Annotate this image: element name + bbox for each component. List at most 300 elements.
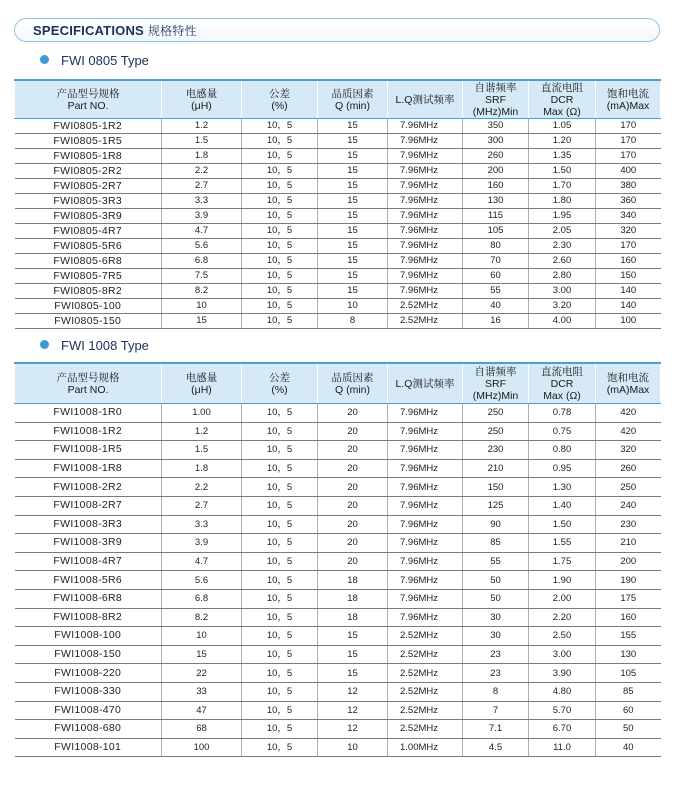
cell-tolerance: 10，5 (242, 496, 318, 515)
column-header-line: 自谐频率 (474, 81, 517, 94)
column-header-line: 品质因素 (331, 371, 374, 384)
cell-srf: 350 (463, 119, 529, 134)
cell-dcr: 5.70 (529, 701, 596, 720)
cell-saturation-current: 105 (596, 664, 661, 683)
cell-inductance: 3.9 (162, 209, 242, 224)
cell-inductance: 1.5 (162, 134, 242, 149)
cell-q-min: 15 (318, 664, 388, 683)
cell-saturation-current: 200 (596, 552, 661, 571)
table-row (15, 701, 661, 720)
column-header-line: 产品型号规格 (56, 87, 120, 100)
cell-saturation-current: 160 (596, 608, 661, 627)
cell-lq-test-freq: 2.52MHz (388, 627, 463, 646)
cell-srf: 250 (463, 404, 529, 423)
cell-part-no: FWI0805-7R5 (15, 269, 162, 284)
cell-part-no: FWI1008-680 (15, 720, 162, 739)
cell-lq-test-freq: 7.96MHz (388, 534, 463, 553)
cell-lq-test-freq: 7.96MHz (388, 478, 463, 497)
cell-srf: 7 (463, 701, 529, 720)
cell-saturation-current: 420 (596, 404, 661, 423)
cell-srf: 150 (463, 478, 529, 497)
cell-part-no: FWI1008-1R2 (15, 422, 162, 441)
table-row (15, 194, 661, 209)
cell-tolerance: 10，5 (242, 627, 318, 646)
cell-lq-test-freq: 2.52MHz (388, 314, 463, 329)
cell-tolerance: 10，5 (242, 254, 318, 269)
column-header-dcr (529, 363, 596, 404)
cell-lq-test-freq: 7.96MHz (388, 254, 463, 269)
cell-part-no: FWI1008-5R6 (15, 571, 162, 590)
cell-q-min: 12 (318, 701, 388, 720)
table-row (15, 119, 661, 134)
cell-inductance: 8.2 (162, 284, 242, 299)
cell-part-no: FWI0805-6R8 (15, 254, 162, 269)
cell-saturation-current: 210 (596, 534, 661, 553)
column-header-line: 饱和电流 (607, 371, 649, 384)
cell-srf: 230 (463, 441, 529, 460)
cell-lq-test-freq: 7.96MHz (388, 224, 463, 239)
column-header-line: Q (min) (335, 383, 370, 396)
cell-srf: 105 (463, 224, 529, 239)
cell-dcr: 1.40 (529, 496, 596, 515)
cell-q-min: 15 (318, 284, 388, 299)
cell-saturation-current: 320 (596, 441, 661, 460)
cell-saturation-current: 320 (596, 224, 661, 239)
cell-q-min: 20 (318, 441, 388, 460)
cell-lq-test-freq: 7.96MHz (388, 608, 463, 627)
column-header-dcr (529, 80, 596, 119)
cell-srf: 30 (463, 627, 529, 646)
column-header-tolerance (242, 363, 318, 404)
cell-tolerance: 10，5 (242, 239, 318, 254)
cell-lq-test-freq: 2.52MHz (388, 664, 463, 683)
cell-q-min: 20 (318, 552, 388, 571)
table-row (15, 720, 661, 739)
cell-srf: 23 (463, 664, 529, 683)
cell-part-no: FWI0805-150 (15, 314, 162, 329)
table-row (15, 571, 661, 590)
cell-q-min: 18 (318, 571, 388, 590)
cell-lq-test-freq: 7.96MHz (388, 459, 463, 478)
cell-srf: 85 (463, 534, 529, 553)
cell-tolerance: 10，5 (242, 134, 318, 149)
cell-part-no: FWI0805-2R7 (15, 179, 162, 194)
cell-q-min: 15 (318, 627, 388, 646)
cell-dcr: 4.00 (529, 314, 596, 329)
cell-saturation-current: 170 (596, 119, 661, 134)
cell-q-min: 12 (318, 682, 388, 701)
table-row (15, 209, 661, 224)
cell-tolerance: 10，5 (242, 299, 318, 314)
cell-inductance: 6.8 (162, 589, 242, 608)
cell-lq-test-freq: 7.96MHz (388, 119, 463, 134)
cell-q-min: 8 (318, 314, 388, 329)
column-header-line: DCR (550, 377, 574, 390)
cell-lq-test-freq: 7.96MHz (388, 179, 463, 194)
cell-lq-test-freq: 2.52MHz (388, 701, 463, 720)
column-header-q-min (318, 80, 388, 119)
cell-srf: 70 (463, 254, 529, 269)
cell-lq-test-freq: 7.96MHz (388, 441, 463, 460)
column-header-line: (mA)Max (606, 383, 650, 396)
cell-part-no: FWI0805-8R2 (15, 284, 162, 299)
bullet-icon (40, 340, 49, 349)
cell-part-no: FWI1008-150 (15, 645, 162, 664)
column-header-line: (%) (271, 99, 288, 112)
table-row (15, 314, 661, 329)
cell-saturation-current: 360 (596, 194, 661, 209)
cell-inductance: 5.6 (162, 239, 242, 254)
cell-tolerance: 10，5 (242, 224, 318, 239)
cell-lq-test-freq: 7.96MHz (388, 269, 463, 284)
table-row (15, 534, 661, 553)
page-title-cn: 规格特性 (147, 24, 197, 38)
cell-q-min: 15 (318, 209, 388, 224)
cell-part-no: FWI1008-1R5 (15, 441, 162, 460)
cell-dcr: 2.30 (529, 239, 596, 254)
column-header-line: 品质因素 (331, 87, 374, 100)
bullet-icon (40, 55, 49, 64)
cell-srf: 30 (463, 608, 529, 627)
cell-tolerance: 10，5 (242, 571, 318, 590)
table-row (15, 441, 661, 460)
cell-q-min: 20 (318, 515, 388, 534)
cell-lq-test-freq: 7.96MHz (388, 552, 463, 571)
cell-q-min: 15 (318, 134, 388, 149)
cell-dcr: 1.95 (529, 209, 596, 224)
cell-part-no: FWI1008-8R2 (15, 608, 162, 627)
cell-dcr: 2.05 (529, 224, 596, 239)
cell-inductance: 5.6 (162, 571, 242, 590)
cell-tolerance: 10，5 (242, 645, 318, 664)
column-header-lq-test-freq (388, 363, 463, 404)
cell-q-min: 18 (318, 589, 388, 608)
table-header-row (15, 80, 661, 119)
table-row (15, 608, 661, 627)
cell-inductance: 3.9 (162, 534, 242, 553)
table-row (15, 459, 661, 478)
cell-saturation-current: 85 (596, 682, 661, 701)
cell-part-no: FWI1008-220 (15, 664, 162, 683)
cell-saturation-current: 230 (596, 515, 661, 534)
cell-inductance: 33 (162, 682, 242, 701)
cell-part-no: FWI1008-100 (15, 627, 162, 646)
table-row (15, 515, 661, 534)
cell-part-no: FWI0805-4R7 (15, 224, 162, 239)
table-row (15, 239, 661, 254)
cell-srf: 23 (463, 645, 529, 664)
cell-part-no: FWI1008-2R2 (15, 478, 162, 497)
cell-dcr: 2.60 (529, 254, 596, 269)
cell-part-no: FWI1008-6R8 (15, 589, 162, 608)
column-header-line: 产品型号规格 (56, 371, 120, 384)
cell-srf: 200 (463, 164, 529, 179)
column-header-line: Max (Ω) (543, 105, 581, 118)
cell-lq-test-freq: 7.96MHz (388, 149, 463, 164)
section-title-0805: FWI 0805 Type (40, 53, 149, 68)
cell-inductance: 7.5 (162, 269, 242, 284)
cell-dcr: 1.50 (529, 164, 596, 179)
table-row (15, 645, 661, 664)
cell-inductance: 2.2 (162, 164, 242, 179)
cell-srf: 50 (463, 571, 529, 590)
cell-lq-test-freq: 2.52MHz (388, 682, 463, 701)
cell-lq-test-freq: 7.96MHz (388, 422, 463, 441)
cell-q-min: 20 (318, 534, 388, 553)
cell-srf: 60 (463, 269, 529, 284)
cell-tolerance: 10，5 (242, 552, 318, 571)
cell-q-min: 20 (318, 478, 388, 497)
cell-saturation-current: 260 (596, 459, 661, 478)
cell-tolerance: 10，5 (242, 515, 318, 534)
cell-saturation-current: 420 (596, 422, 661, 441)
cell-dcr: 1.20 (529, 134, 596, 149)
column-header-line: 公差 (269, 87, 290, 100)
table-row (15, 627, 661, 646)
cell-q-min: 20 (318, 496, 388, 515)
cell-srf: 130 (463, 194, 529, 209)
cell-saturation-current: 170 (596, 149, 661, 164)
cell-q-min: 20 (318, 422, 388, 441)
cell-tolerance: 10，5 (242, 164, 318, 179)
cell-inductance: 1.8 (162, 149, 242, 164)
table-row (15, 149, 661, 164)
cell-tolerance: 10，5 (242, 738, 318, 757)
cell-tolerance: 10，5 (242, 720, 318, 739)
cell-saturation-current: 155 (596, 627, 661, 646)
cell-inductance: 15 (162, 645, 242, 664)
cell-lq-test-freq: 7.96MHz (388, 209, 463, 224)
cell-tolerance: 10，5 (242, 269, 318, 284)
cell-q-min: 20 (318, 404, 388, 423)
cell-q-min: 10 (318, 299, 388, 314)
cell-dcr: 1.70 (529, 179, 596, 194)
cell-saturation-current: 170 (596, 134, 661, 149)
table-row (15, 164, 661, 179)
column-header-line: SRF (485, 93, 506, 106)
cell-dcr: 6.70 (529, 720, 596, 739)
cell-inductance: 2.7 (162, 179, 242, 194)
column-header-tolerance (242, 80, 318, 119)
cell-dcr: 1.75 (529, 552, 596, 571)
cell-part-no: FWI1008-1R8 (15, 459, 162, 478)
cell-tolerance: 10，5 (242, 284, 318, 299)
cell-srf: 90 (463, 515, 529, 534)
cell-saturation-current: 100 (596, 314, 661, 329)
cell-lq-test-freq: 7.96MHz (388, 515, 463, 534)
cell-saturation-current: 170 (596, 239, 661, 254)
cell-part-no: FWI1008-101 (15, 738, 162, 757)
cell-srf: 300 (463, 134, 529, 149)
column-header-inductance (162, 80, 242, 119)
cell-dcr: 3.20 (529, 299, 596, 314)
cell-srf: 4.5 (463, 738, 529, 757)
table-row (15, 589, 661, 608)
cell-dcr: 2.80 (529, 269, 596, 284)
cell-lq-test-freq: 7.96MHz (388, 239, 463, 254)
cell-part-no: FWI0805-100 (15, 299, 162, 314)
column-header-line: 自谐频率 (474, 365, 517, 378)
cell-lq-test-freq: 1.00MHz (388, 738, 463, 757)
cell-dcr: 2.00 (529, 589, 596, 608)
column-header-saturation-current (596, 363, 661, 404)
cell-tolerance: 10，5 (242, 209, 318, 224)
column-header-line: DCR (550, 93, 574, 106)
column-header-line: 公差 (269, 371, 290, 384)
cell-inductance: 1.00 (162, 404, 242, 423)
cell-q-min: 15 (318, 269, 388, 284)
cell-q-min: 15 (318, 254, 388, 269)
cell-inductance: 3.3 (162, 194, 242, 209)
cell-inductance: 1.5 (162, 441, 242, 460)
cell-saturation-current: 175 (596, 589, 661, 608)
cell-inductance: 3.3 (162, 515, 242, 534)
cell-part-no: FWI0805-1R2 (15, 119, 162, 134)
cell-inductance: 6.8 (162, 254, 242, 269)
column-header-line: (%) (271, 383, 288, 396)
cell-saturation-current: 50 (596, 720, 661, 739)
cell-inductance: 100 (162, 738, 242, 757)
cell-tolerance: 10，5 (242, 149, 318, 164)
cell-dcr: 1.90 (529, 571, 596, 590)
column-header-srf (463, 80, 529, 119)
cell-dcr: 0.80 (529, 441, 596, 460)
cell-lq-test-freq: 2.52MHz (388, 645, 463, 664)
column-header-line: 直流电阻 (541, 365, 583, 378)
cell-lq-test-freq: 7.96MHz (388, 404, 463, 423)
cell-dcr: 3.00 (529, 284, 596, 299)
column-header-line: L.Q测试频率 (395, 93, 455, 106)
cell-part-no: FWI1008-4R7 (15, 552, 162, 571)
cell-q-min: 15 (318, 149, 388, 164)
cell-inductance: 8.2 (162, 608, 242, 627)
cell-srf: 210 (463, 459, 529, 478)
cell-saturation-current: 150 (596, 269, 661, 284)
cell-srf: 55 (463, 552, 529, 571)
cell-saturation-current: 240 (596, 496, 661, 515)
column-header-line: (MHz)Min (472, 389, 519, 402)
column-header-line: Max (Ω) (543, 389, 581, 402)
cell-inductance: 4.7 (162, 224, 242, 239)
table-row (15, 224, 661, 239)
cell-dcr: 11.0 (529, 738, 596, 757)
table-row (15, 664, 661, 683)
page-title: SPECIFICATIONS 规格特性 (33, 23, 197, 38)
column-header-q-min (318, 363, 388, 404)
cell-q-min: 15 (318, 119, 388, 134)
cell-tolerance: 10，5 (242, 534, 318, 553)
cell-dcr: 4.80 (529, 682, 596, 701)
cell-q-min: 12 (318, 720, 388, 739)
cell-q-min: 18 (318, 608, 388, 627)
cell-part-no: FWI0805-1R5 (15, 134, 162, 149)
cell-tolerance: 10，5 (242, 701, 318, 720)
cell-inductance: 1.2 (162, 119, 242, 134)
cell-srf: 125 (463, 496, 529, 515)
cell-dcr: 3.00 (529, 645, 596, 664)
column-header-line: 电感量 (185, 87, 218, 100)
column-header-srf (463, 363, 529, 404)
cell-tolerance: 10，5 (242, 459, 318, 478)
cell-q-min: 15 (318, 645, 388, 664)
column-header-part-no (15, 80, 162, 119)
cell-saturation-current: 400 (596, 164, 661, 179)
cell-part-no: FWI0805-2R2 (15, 164, 162, 179)
cell-tolerance: 10，5 (242, 119, 318, 134)
cell-part-no: FWI1008-3R9 (15, 534, 162, 553)
column-header-lq-test-freq (388, 80, 463, 119)
cell-tolerance: 10，5 (242, 314, 318, 329)
table-row (15, 269, 661, 284)
cell-dcr: 0.95 (529, 459, 596, 478)
cell-inductance: 10 (162, 627, 242, 646)
column-header-line: (mA)Max (606, 99, 650, 112)
cell-saturation-current: 250 (596, 478, 661, 497)
table-row (15, 738, 661, 757)
column-header-line: Q (min) (335, 99, 370, 112)
column-header-line: L.Q测试频率 (395, 377, 455, 390)
table-header-row (15, 363, 661, 404)
cell-tolerance: 10，5 (242, 589, 318, 608)
table-row (15, 422, 661, 441)
cell-inductance: 4.7 (162, 552, 242, 571)
cell-srf: 115 (463, 209, 529, 224)
table-row (15, 284, 661, 299)
table-row (15, 496, 661, 515)
cell-srf: 16 (463, 314, 529, 329)
cell-lq-test-freq: 2.52MHz (388, 299, 463, 314)
column-header-line: (MHz)Min (472, 105, 519, 118)
cell-tolerance: 10，5 (242, 422, 318, 441)
cell-q-min: 15 (318, 179, 388, 194)
cell-lq-test-freq: 7.96MHz (388, 194, 463, 209)
cell-saturation-current: 130 (596, 645, 661, 664)
column-header-saturation-current (596, 80, 661, 119)
cell-dcr: 2.20 (529, 608, 596, 627)
cell-saturation-current: 140 (596, 284, 661, 299)
column-header-line: Part NO. (67, 99, 109, 112)
cell-lq-test-freq: 7.96MHz (388, 571, 463, 590)
column-header-part-no (15, 363, 162, 404)
table-row (15, 682, 661, 701)
cell-srf: 80 (463, 239, 529, 254)
column-header-line: 饱和电流 (607, 87, 649, 100)
cell-part-no: FWI1008-3R3 (15, 515, 162, 534)
table-row (15, 179, 661, 194)
cell-saturation-current: 380 (596, 179, 661, 194)
cell-dcr: 1.05 (529, 119, 596, 134)
cell-tolerance: 10，5 (242, 179, 318, 194)
cell-lq-test-freq: 7.96MHz (388, 284, 463, 299)
table-row (15, 254, 661, 269)
spec-table-1008 (14, 362, 661, 757)
cell-q-min: 20 (318, 459, 388, 478)
column-header-inductance (162, 363, 242, 404)
cell-part-no: FWI1008-330 (15, 682, 162, 701)
column-header-line: SRF (485, 377, 506, 390)
cell-part-no: FWI0805-5R6 (15, 239, 162, 254)
cell-dcr: 0.75 (529, 422, 596, 441)
cell-dcr: 3.90 (529, 664, 596, 683)
cell-inductance: 2.2 (162, 478, 242, 497)
cell-tolerance: 10，5 (242, 682, 318, 701)
cell-srf: 260 (463, 149, 529, 164)
cell-inductance: 22 (162, 664, 242, 683)
section-title-1008: FWI 1008 Type (40, 338, 149, 353)
table-row (15, 404, 661, 423)
cell-part-no: FWI1008-2R7 (15, 496, 162, 515)
cell-part-no: FWI1008-1R0 (15, 404, 162, 423)
